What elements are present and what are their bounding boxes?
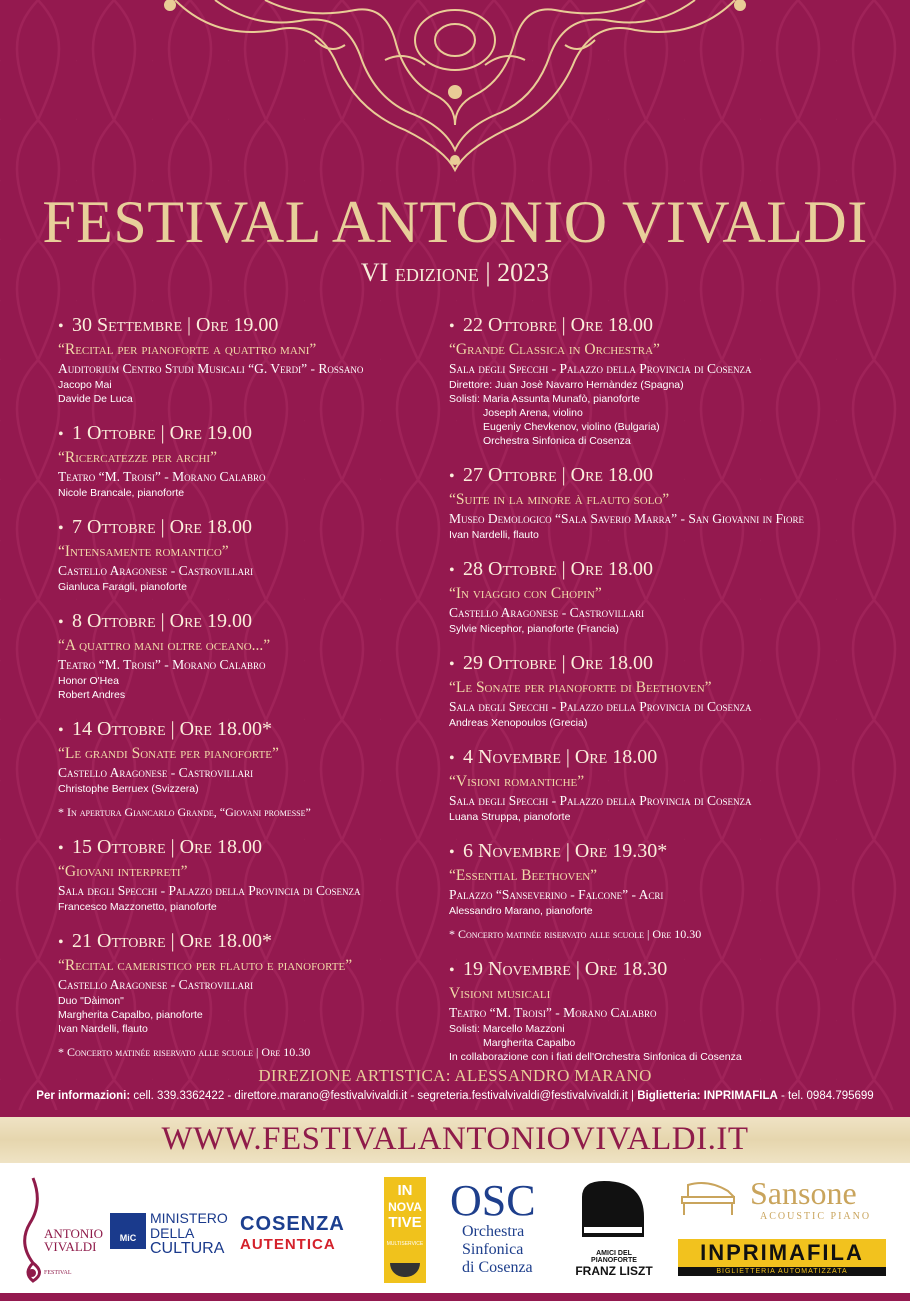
edition-line xyxy=(0,258,910,288)
biglietteria-label: Biglietteria: INPRIMAFILA xyxy=(637,1090,778,1102)
innovative-text-3: TIVE xyxy=(388,1214,422,1231)
contact-info-line xyxy=(0,1090,910,1102)
innovative-text-1: IN xyxy=(397,1182,413,1199)
event-performer-indented: Orchestra Sinfonica di Cosenza xyxy=(483,435,631,447)
event-performer: Christophe Berruex (Svizzera) xyxy=(58,783,199,795)
vivaldi-logo-text-2: VIVALDI xyxy=(44,1239,97,1254)
event-performer: Gianluca Faragli, pianoforte xyxy=(58,581,187,593)
event-title: “Visioni romantiche” xyxy=(449,773,585,790)
event-date xyxy=(449,838,889,866)
bulb-base-icon xyxy=(390,1263,420,1277)
right-schedule-column xyxy=(449,312,889,1078)
event-venue: Teatro “M. Troisi” - Morano Calabro xyxy=(449,1005,657,1020)
osc-abbr: OSC xyxy=(450,1176,536,1225)
left-schedule-column xyxy=(58,312,438,1074)
mandala-ornament-icon xyxy=(155,0,755,175)
bullet-icon: • xyxy=(449,562,455,579)
event-performer: Ivan Nardelli, flauto xyxy=(449,529,539,541)
event-date-text: 19 Novembre | Ore 18.30 xyxy=(463,958,668,980)
innovative-logo xyxy=(384,1177,426,1283)
inprimafila-name: INPRIMAFILA xyxy=(678,1239,886,1267)
event-title: “Intensamente romantico” xyxy=(58,543,229,560)
event-date-text: 21 Ottobre | Ore 18.00* xyxy=(72,930,272,952)
event-title: “Suite in la minore à flauto solo” xyxy=(449,491,670,508)
event-title: “A quattro mani oltre oceano...” xyxy=(58,637,271,654)
sansone-logo xyxy=(678,1175,888,1221)
event-venue: Sala degli Specchi - Palazzo della Provincia di Cosenza xyxy=(449,361,752,376)
event-title: “Recital cameristico per flauto e pianoforte” xyxy=(58,957,353,974)
event-entry xyxy=(58,312,438,406)
mic-text-3: CULTURA xyxy=(150,1240,225,1257)
event-performer: Alessandro Marano, pianoforte xyxy=(449,905,593,917)
osc-text-2: Sinfonica xyxy=(462,1241,524,1258)
event-extra: In collaborazione con i fiati dell'Orchestra Sinfonica di Cosenza xyxy=(449,1051,742,1063)
event-venue: Teatro “M. Troisi” - Morano Calabro xyxy=(58,657,266,672)
festival-title: FESTIVAL ANTONIO VIVALDI xyxy=(42,189,868,255)
grand-piano-icon xyxy=(574,1177,650,1243)
bullet-icon: • xyxy=(449,318,455,335)
event-performer: Sylvie Nicephor, pianoforte (Francia) xyxy=(449,623,619,635)
event-performer: Solisti: Marcello Mazzoni xyxy=(449,1023,565,1035)
event-performer: Solisti: Maria Assunta Munafò, pianoforte xyxy=(449,393,640,405)
event-entry xyxy=(449,650,889,730)
event-date xyxy=(449,650,889,678)
event-entry xyxy=(58,716,438,820)
bullet-icon: • xyxy=(58,934,64,951)
event-title: “In viaggio con Chopin” xyxy=(449,585,602,602)
event-entry xyxy=(58,420,438,500)
event-entry xyxy=(58,514,438,594)
bullet-icon: • xyxy=(449,750,455,767)
event-date-text: 4 Novembre | Ore 18.00 xyxy=(463,746,658,768)
bullet-icon: • xyxy=(58,520,64,537)
event-entry xyxy=(449,462,889,542)
info-contacts[interactable]: cell. 339.3362422 - direttore.marano@festivalvivaldi.it - segreteria.festivalvivaldi@festivalvivaldi.it | xyxy=(130,1090,638,1102)
edition-year: 2023 xyxy=(497,258,550,287)
event-performer: Ivan Nardelli, flauto xyxy=(58,1023,148,1035)
website-url-link[interactable]: WWW.FESTIVALANTONIOVIVALDI.IT xyxy=(161,1121,749,1157)
event-date-text: 22 Ottobre | Ore 18.00 xyxy=(463,314,653,336)
event-performer: Davide De Luca xyxy=(58,393,133,405)
event-date-text: 6 Novembre | Ore 19.30* xyxy=(463,840,668,862)
bullet-icon: • xyxy=(449,468,455,485)
event-venue: Sala degli Specchi - Palazzo della Provincia di Cosenza xyxy=(58,883,361,898)
vivaldi-logo-text-1: ANTONIO xyxy=(44,1226,103,1241)
event-date xyxy=(58,834,438,862)
event-date xyxy=(58,716,438,744)
bullet-icon: • xyxy=(58,426,64,443)
event-entry xyxy=(449,312,889,448)
event-venue: Castello Aragonese - Castrovillari xyxy=(58,977,254,992)
innovative-text-4: MULTISERVICE xyxy=(386,1241,424,1247)
event-performer: Jacopo Mai xyxy=(58,379,112,391)
bullet-icon: • xyxy=(449,962,455,979)
bullet-icon: • xyxy=(58,840,64,857)
event-date xyxy=(58,420,438,448)
artistic-direction: DIREZIONE ARTISTICA: ALESSANDRO MARANO xyxy=(258,1066,652,1085)
event-performer: Nicole Brancale, pianoforte xyxy=(58,487,185,499)
event-performer: Andreas Xenopoulos (Grecia) xyxy=(449,717,588,729)
vivaldi-logo-text-3: FESTIVAL xyxy=(44,1270,72,1276)
event-date-text: 27 Ottobre | Ore 18.00 xyxy=(463,464,653,486)
event-performer: Duo "Dàimon" xyxy=(58,995,124,1007)
event-venue: Castello Aragonese - Castrovillari xyxy=(449,605,645,620)
event-title: “Le Sonate per pianoforte di Beethoven” xyxy=(449,679,712,696)
event-entry xyxy=(449,744,889,824)
event-performer: Robert Andres xyxy=(58,689,126,701)
event-entry xyxy=(58,928,438,1060)
edition-separator: | xyxy=(485,258,491,287)
sansone-sub: ACOUSTIC PIANO xyxy=(760,1211,872,1222)
bullet-icon: • xyxy=(449,656,455,673)
event-date-text: 15 Ottobre | Ore 18.00 xyxy=(72,836,262,858)
cosenza-text-1: COSENZA xyxy=(240,1213,345,1235)
biglietteria-phone[interactable]: - tel. 0984.795699 xyxy=(777,1090,874,1102)
bullet-icon: • xyxy=(449,844,455,861)
mic-text-2: DELLA xyxy=(150,1225,195,1241)
event-date xyxy=(58,312,438,340)
cosenza-autentica-logo xyxy=(240,1213,362,1263)
amici-pianoforte-liszt-logo xyxy=(574,1177,654,1287)
osc-text-3: di Cosenza xyxy=(462,1259,533,1276)
edition-number: VI xyxy=(360,258,389,287)
event-date-text: 7 Ottobre | Ore 18.00 xyxy=(72,516,252,538)
event-performer: Margherita Capalbo, pianoforte xyxy=(58,1009,203,1021)
ministero-cultura-logo xyxy=(110,1209,230,1255)
edition-word: edizione xyxy=(394,258,479,287)
event-performer: Honor O'Hea xyxy=(58,675,119,687)
sponsor-logos-bar xyxy=(0,1163,910,1293)
event-date-text: 28 Ottobre | Ore 18.00 xyxy=(463,558,653,580)
event-date-text: 29 Ottobre | Ore 18.00 xyxy=(463,652,653,674)
bullet-icon: • xyxy=(58,614,64,631)
event-venue: Teatro “M. Troisi” - Morano Calabro xyxy=(58,469,266,484)
event-date xyxy=(449,744,889,772)
event-performer-indented: Eugeniy Chevkenov, violino (Bulgaria) xyxy=(483,421,660,433)
event-performer: Direttore: Juan Josè Navarro Hernàndez (Spagna) xyxy=(449,379,684,391)
event-entry xyxy=(58,834,438,914)
inprimafila-sub: BIGLIETTERIA AUTOMATIZZATA xyxy=(678,1267,886,1276)
event-date-text: 1 Ottobre | Ore 19.00 xyxy=(72,422,252,444)
event-date-text: 14 Ottobre | Ore 18.00* xyxy=(72,718,272,740)
event-entry xyxy=(58,608,438,702)
innovative-text-2: NOVA xyxy=(388,1200,422,1214)
event-entry xyxy=(449,838,889,942)
vivaldi-festival-logo xyxy=(18,1171,103,1289)
event-venue: Castello Aragonese - Castrovillari xyxy=(58,765,254,780)
orchestra-sinfonica-logo xyxy=(450,1176,560,1289)
event-venue: Sala degli Specchi - Palazzo della Provincia di Cosenza xyxy=(449,699,752,714)
event-performer: Francesco Mazzonetto, pianoforte xyxy=(58,901,217,913)
event-performer-indented: Joseph Arena, violino xyxy=(483,407,583,419)
osc-text-1: Orchestra xyxy=(462,1223,525,1240)
liszt-text-1: AMICI DEL PIANOFORTE xyxy=(591,1250,637,1264)
mic-emblem-icon: MiC xyxy=(110,1213,146,1249)
bottom-bar xyxy=(0,1293,910,1301)
event-title: “Giovani interpreti” xyxy=(58,863,188,880)
event-performer-indented: Margherita Capalbo xyxy=(483,1037,576,1049)
event-title: “Essential Beethoven” xyxy=(449,867,598,884)
event-title: Visioni musicali xyxy=(449,985,551,1002)
event-venue: Auditorium Centro Studi Musicali “G. Verdi” - Rossano xyxy=(58,361,364,376)
event-date xyxy=(449,462,889,490)
event-note: * Concerto matinée riservato alle scuole | Ore 10.30 xyxy=(449,927,702,941)
event-date xyxy=(449,556,889,584)
event-venue: Sala degli Specchi - Palazzo della Provincia di Cosenza xyxy=(449,793,752,808)
event-date xyxy=(58,608,438,636)
event-date xyxy=(449,956,889,984)
event-entry xyxy=(449,556,889,636)
event-date xyxy=(58,514,438,542)
event-performer: Luana Struppa, pianoforte xyxy=(449,811,571,823)
event-title: “Grande Classica in Orchestra” xyxy=(449,341,660,358)
event-date xyxy=(58,928,438,956)
inprimafila-logo xyxy=(678,1239,886,1279)
event-venue: Castello Aragonese - Castrovillari xyxy=(58,563,254,578)
info-label: Per informazioni: xyxy=(36,1090,131,1102)
event-venue: Palazzo “Sanseverino - Falcone” - Acri xyxy=(449,887,664,902)
liszt-text-2: FRANZ LISZT xyxy=(575,1264,653,1278)
event-date xyxy=(449,312,889,340)
event-date-text: 8 Ottobre | Ore 19.00 xyxy=(72,610,252,632)
event-note: * In apertura Giancarlo Grande, “Giovani promesse” xyxy=(58,805,311,819)
event-note: * Concerto matinée riservato alle scuole | Ore 10.30 xyxy=(58,1045,311,1059)
event-date-text: 30 Settembre | Ore 19.00 xyxy=(72,314,279,336)
event-entry xyxy=(449,956,889,1064)
event-title: “Recital per pianoforte a quattro mani” xyxy=(58,341,317,358)
sansone-name: Sansone xyxy=(750,1175,857,1211)
mic-text-1: MINISTERO xyxy=(150,1210,228,1226)
bullet-icon: • xyxy=(58,722,64,739)
cosenza-text-2: AUTENTICA xyxy=(240,1236,336,1253)
event-title: “Ricercatezze per archi” xyxy=(58,449,217,466)
event-venue: Museo Demologico “Sala Saverio Marra” - San Giovanni in Fiore xyxy=(449,511,805,526)
piano-outline-icon xyxy=(678,1177,738,1217)
bullet-icon: • xyxy=(58,318,64,335)
event-title: “Le grandi Sonate per pianoforte” xyxy=(58,745,279,762)
